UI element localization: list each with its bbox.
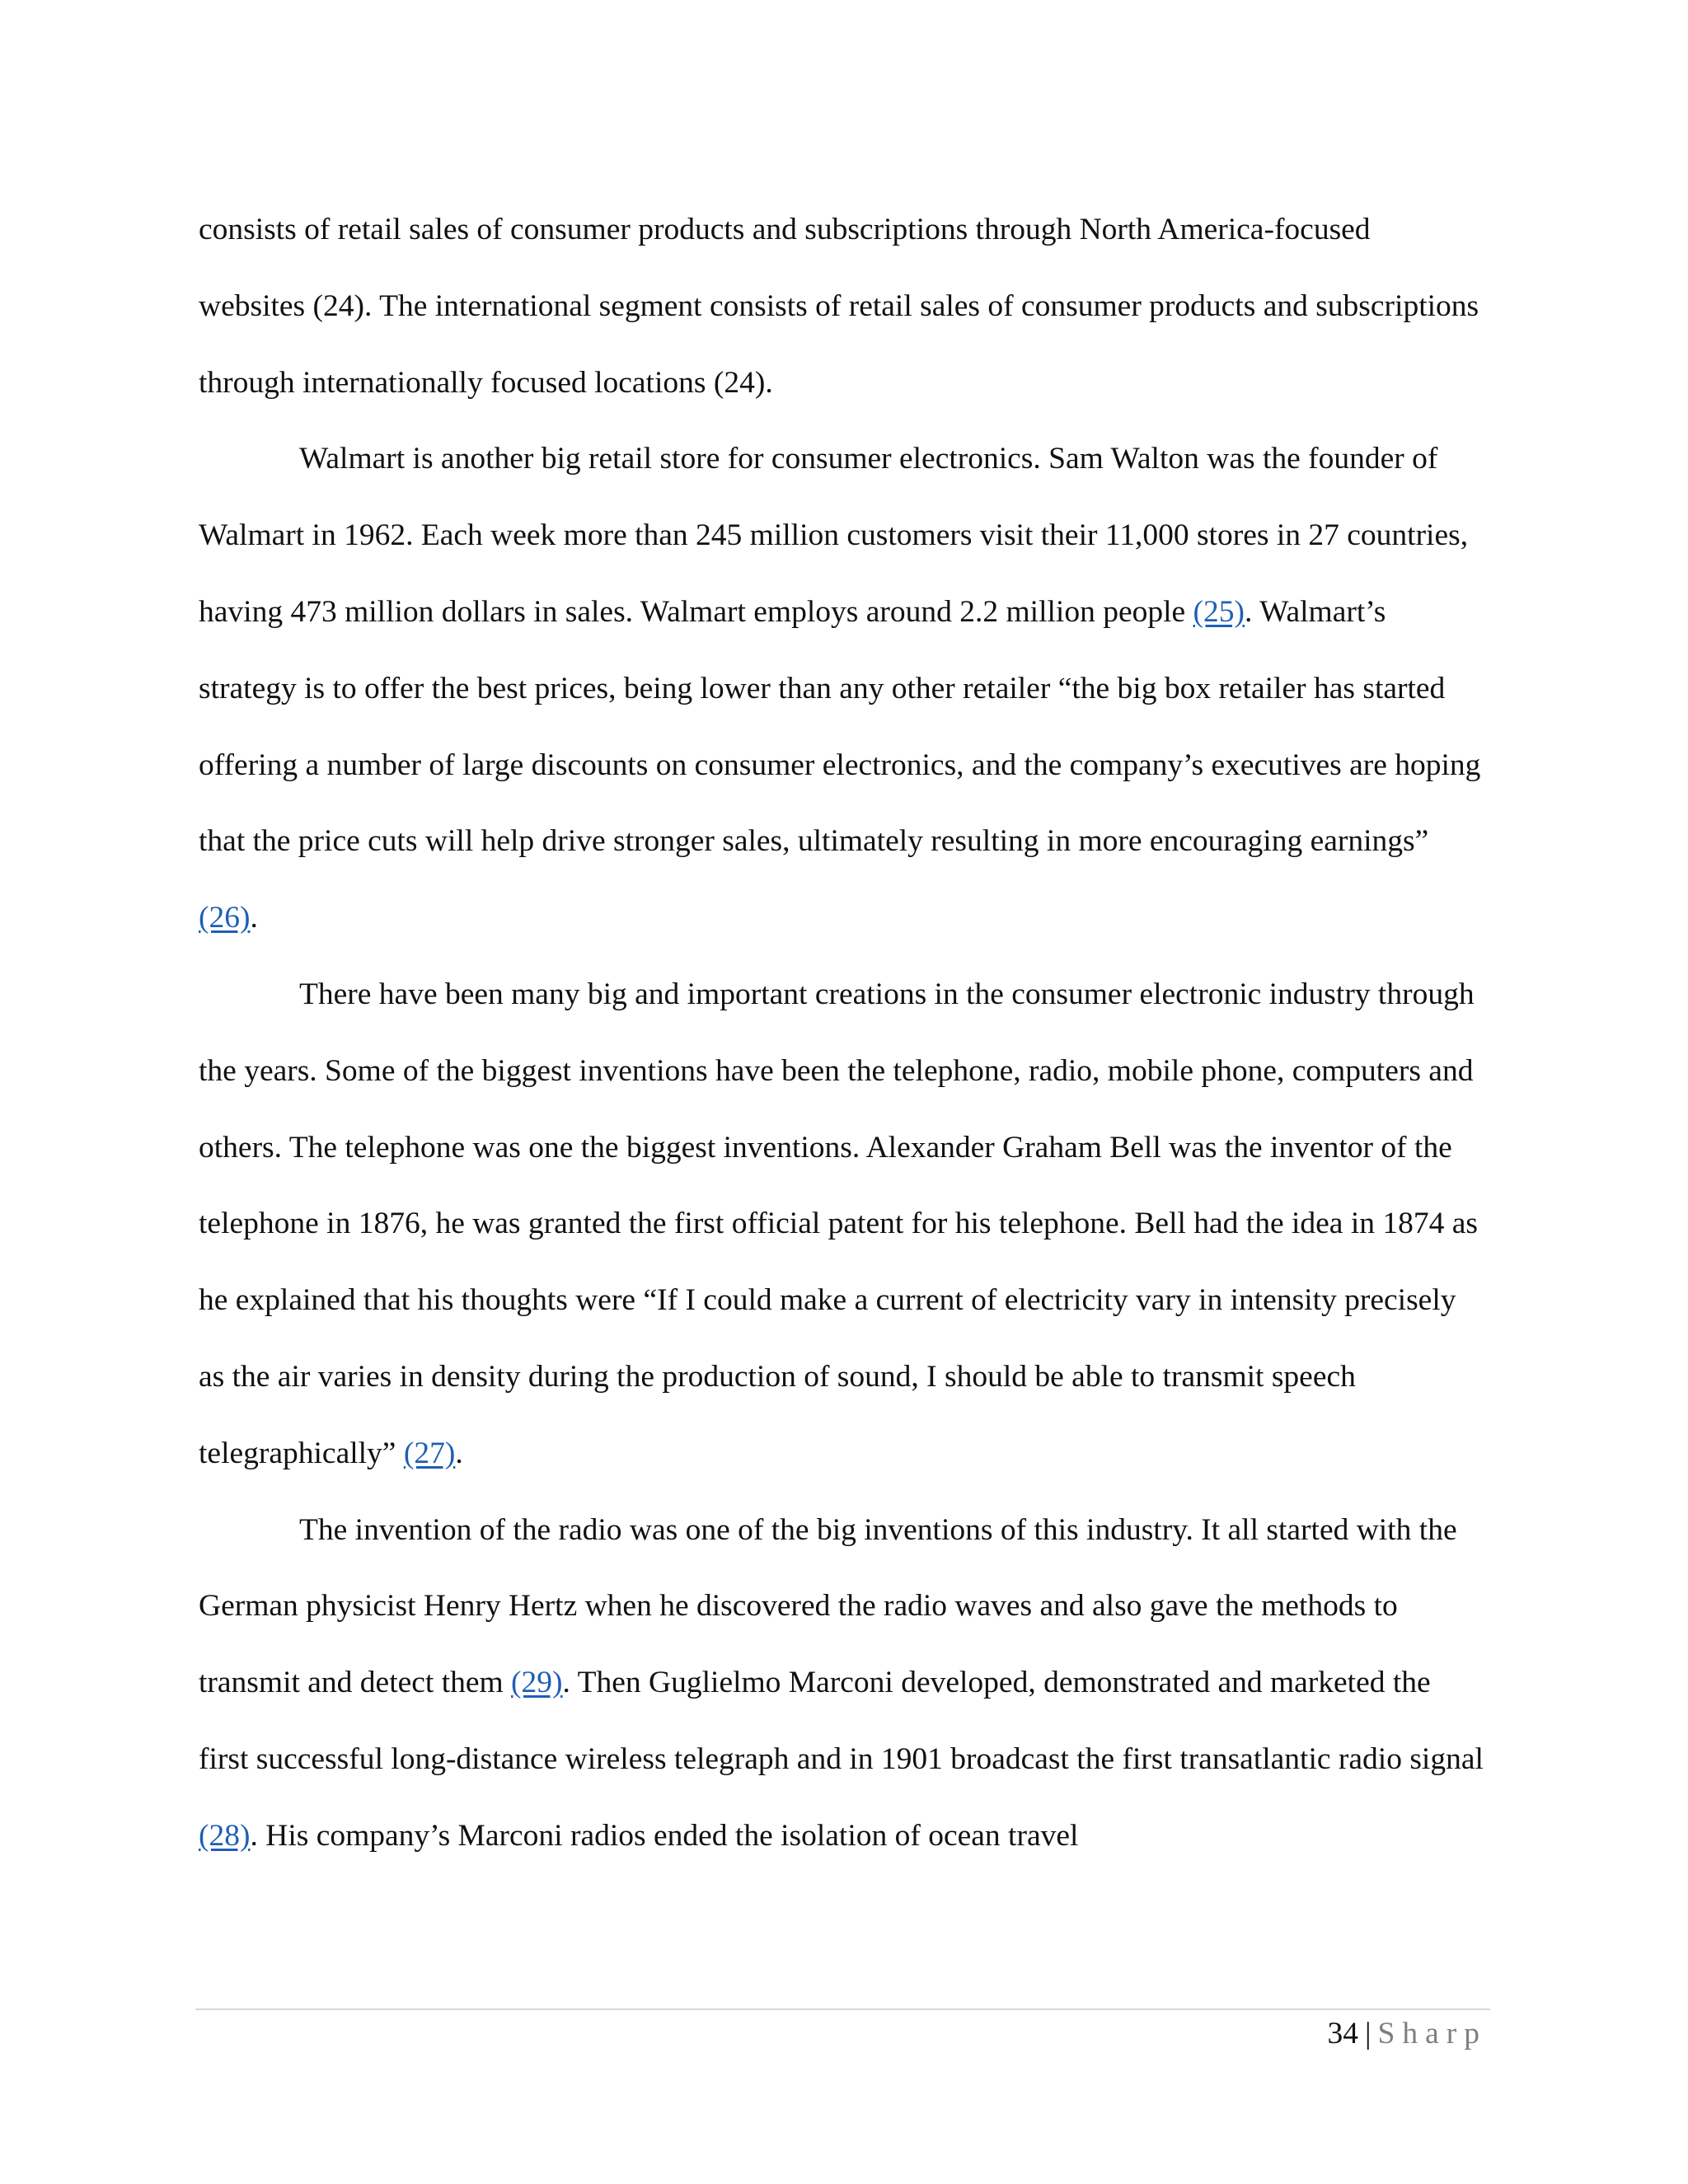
page-number: 34 [1327,2017,1358,2050]
paragraph-text: . [250,901,258,935]
paragraph-text: consists of retail sales of consumer products and subscriptions through North America-focused websites (24). The international segment consists of retail sales of consumer products and subscriptions through internationally focused locations (24). [199,213,1479,400]
paragraph-text: . Walmart’s strategy is to offer the best prices, being lower than any other retailer “the big box retailer has started offering a number of large discounts on consumer electronics, and the company’s executives are hoping that the price cuts will help drive stronger sales, ultimately resulting in more encouraging earnings” [199,594,1481,859]
paragraph-text: . Then Guglielmo Marconi developed, demonstrated and marketed the first successful long-distance wireless telegraph and in 1901 broadcast the first transatlantic radio signal [199,1666,1484,1776]
citation-link[interactable]: (25) [1193,594,1245,629]
paragraph-text: Walmart is another big retail store for consumer electronics. Sam Walton was the founder of Walmart in 1962. Each week more than 245 million customers visit their 11,000 stores in 27 countries, having 473 million dollars in sales. Walmart employs around 2.2 million people [199,442,1469,629]
footer-rule [195,2008,1490,2010]
citation-link[interactable]: (29) [511,1666,563,1700]
footer-author: Sharp [1377,2017,1487,2050]
paragraph-text: The invention of the radio was one of the big inventions of this industry. It all started with the German physicist Henry Hertz when he discovered the radio waves and also gave the methods to transmit and detect them [199,1512,1457,1700]
paragraph-text: . His company’s Marconi radios ended the isolation of ocean travel [250,1818,1079,1853]
citation-link[interactable]: (26) [199,901,251,935]
paragraph-telephone [199,957,1484,1493]
footer-separator: | [1364,2017,1372,2050]
paragraph-text: There have been many big and important creations in the consumer electronic industry through the years. Some of the biggest inventions have been the telephone, radio, mobile phone, computers and others. The telephone was one the biggest inventions. Alexander Graham Bell was the inventor of the telephone in 1876, he was granted the first official patent for his telephone. Bell had the idea in 1874 as he explained that his thoughts were “If I could make a current of electricity vary in intensity precisely as the air varies in density during the production of sound, I should be able to transmit speech telegraphically” [199,977,1478,1470]
citation-link[interactable]: (27) [403,1436,456,1470]
paragraph-text: . [455,1436,463,1470]
paragraph-amazon-segments [199,192,1484,421]
paragraph-walmart [199,421,1484,957]
paragraph-radio [199,1493,1484,1875]
body-text [199,192,1484,1875]
page-footer [1327,2011,1487,2057]
citation-link[interactable]: (28) [199,1818,251,1853]
